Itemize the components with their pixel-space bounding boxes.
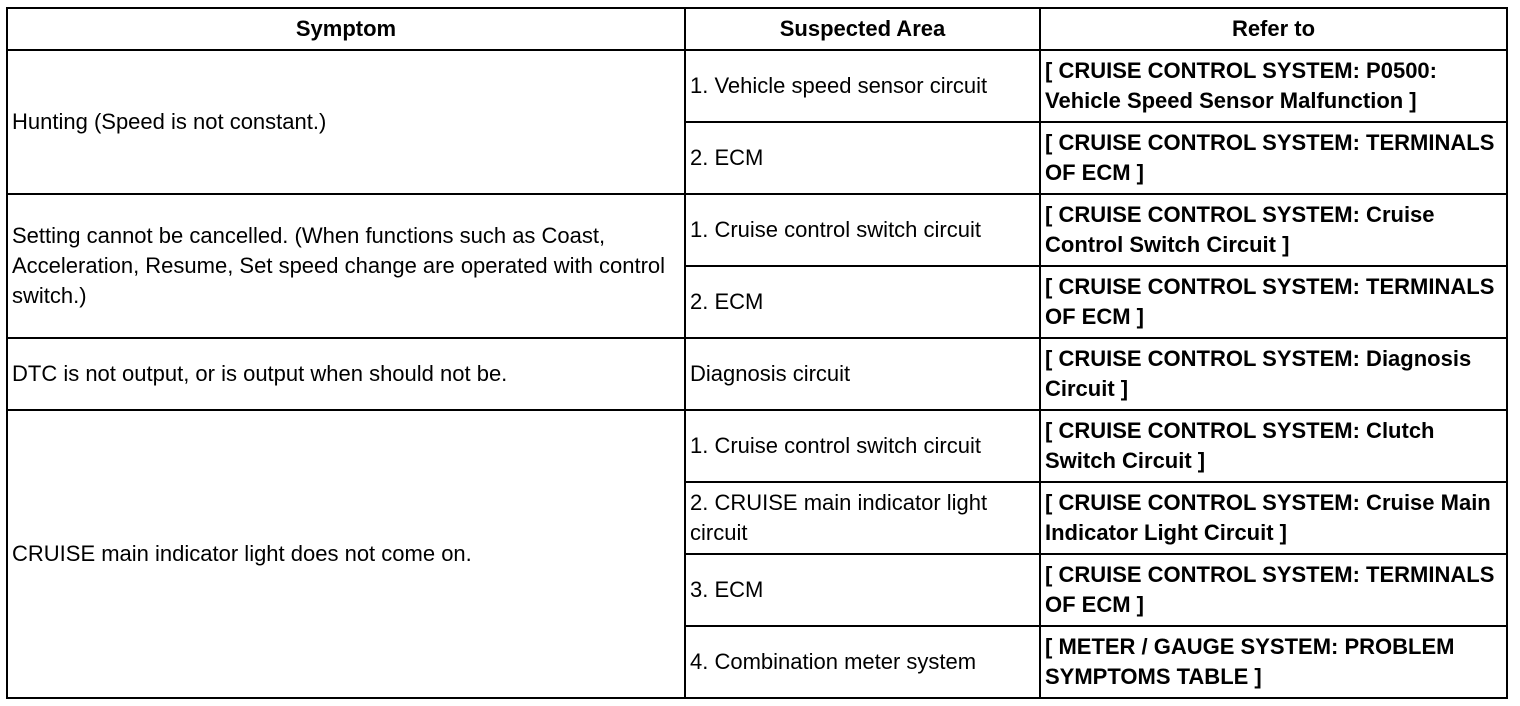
refer-to-cell: [ CRUISE CONTROL SYSTEM: TERMINALS OF ECM ]	[1040, 266, 1507, 338]
symptom-cell: DTC is not output, or is output when should not be.	[7, 338, 685, 410]
refer-to-cell: [ CRUISE CONTROL SYSTEM: Cruise Control Switch Circuit ]	[1040, 194, 1507, 266]
problem-symptoms-table	[6, 7, 1508, 699]
header-symptom: Symptom	[7, 8, 685, 50]
refer-to-cell: [ CRUISE CONTROL SYSTEM: TERMINALS OF ECM ]	[1040, 554, 1507, 626]
refer-to-cell: [ METER / GAUGE SYSTEM: PROBLEM SYMPTOMS TABLE ]	[1040, 626, 1507, 698]
table-row	[7, 194, 1507, 266]
table-row	[7, 50, 1507, 122]
table-row	[7, 410, 1507, 482]
header-refer-to: Refer to	[1040, 8, 1507, 50]
refer-to-cell: [ CRUISE CONTROL SYSTEM: Cruise Main Indicator Light Circuit ]	[1040, 482, 1507, 554]
refer-to-cell: [ CRUISE CONTROL SYSTEM: P0500: Vehicle Speed Sensor Malfunction ]	[1040, 50, 1507, 122]
suspected-area-cell: 1. Vehicle speed sensor circuit	[685, 50, 1040, 122]
suspected-area-cell: 3. ECM	[685, 554, 1040, 626]
suspected-area-cell: 1. Cruise control switch circuit	[685, 194, 1040, 266]
refer-to-cell: [ CRUISE CONTROL SYSTEM: TERMINALS OF ECM ]	[1040, 122, 1507, 194]
table-row	[7, 338, 1507, 410]
suspected-area-cell: 2. ECM	[685, 266, 1040, 338]
suspected-area-cell: Diagnosis circuit	[685, 338, 1040, 410]
refer-to-cell: [ CRUISE CONTROL SYSTEM: Clutch Switch Circuit ]	[1040, 410, 1507, 482]
suspected-area-cell: 1. Cruise control switch circuit	[685, 410, 1040, 482]
refer-to-cell: [ CRUISE CONTROL SYSTEM: Diagnosis Circuit ]	[1040, 338, 1507, 410]
suspected-area-cell: 4. Combination meter system	[685, 626, 1040, 698]
symptom-cell: Setting cannot be cancelled. (When functions such as Coast, Acceleration, Resume, Set speed change are operated with control switch.)	[7, 194, 685, 338]
header-suspected-area: Suspected Area	[685, 8, 1040, 50]
symptom-cell: Hunting (Speed is not constant.)	[7, 50, 685, 194]
table-header-row	[7, 8, 1507, 50]
suspected-area-cell: 2. ECM	[685, 122, 1040, 194]
symptom-cell: CRUISE main indicator light does not come on.	[7, 410, 685, 698]
suspected-area-cell: 2. CRUISE main indicator light circuit	[685, 482, 1040, 554]
